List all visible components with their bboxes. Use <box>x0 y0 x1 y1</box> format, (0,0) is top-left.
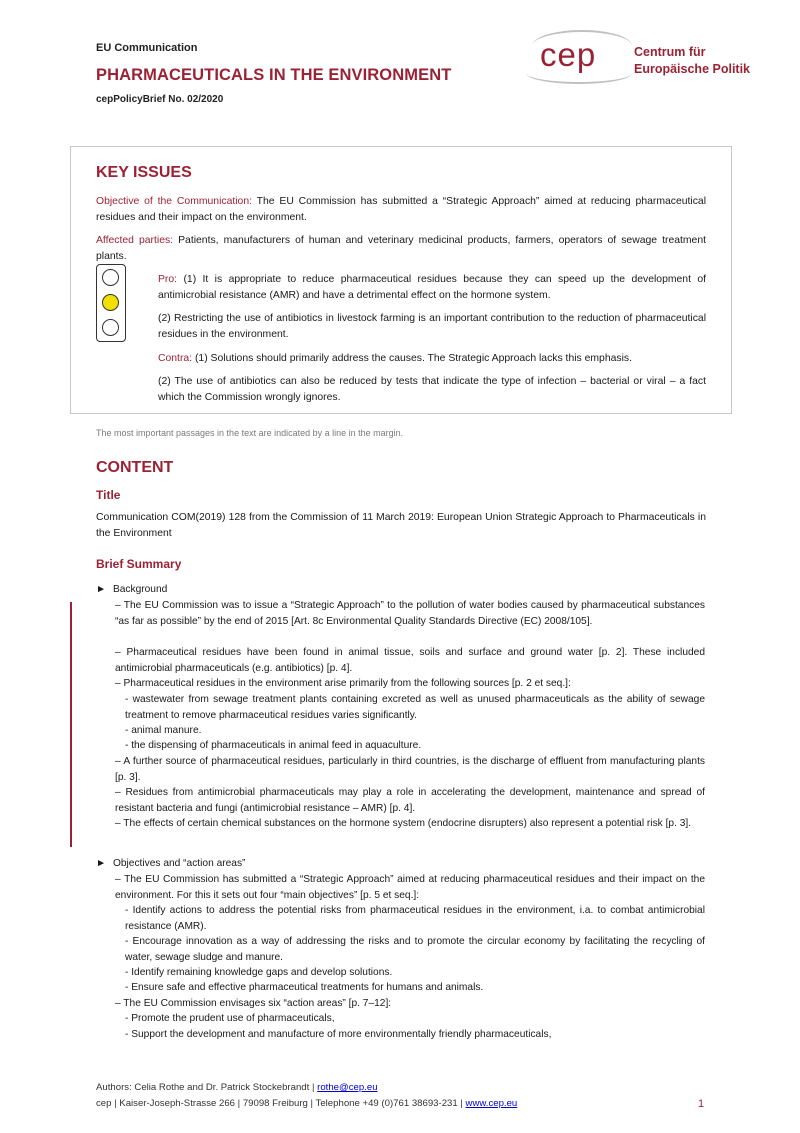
pro-2-paragraph: (2) Restricting the use of antibiotics in livestock farming is an important contribution to the reduction of pharmaceutical residues in the environment. <box>158 313 706 340</box>
pro-1-text: (1) It is appropriate to reduce pharmaceutical residues because they can speed up the development of antimicrobial resistance (AMR) and have a detrimental effect on the hormone system. <box>158 274 707 301</box>
objectives-label: Objectives and “action areas” <box>112 858 246 869</box>
list-item: – Pharmaceutical residues in the environment arise primarily from the following sources [p. 2 et seq.]: <box>115 678 571 689</box>
list-item: - the dispensing of pharmaceuticals in animal feed in aquaculture. <box>125 740 422 751</box>
list-item: - wastewater from sewage treatment plants containing excreted as well as unused pharmaceuticals as the ability of sewage treatment to remove pharmaceutical residues varies significantly. <box>125 694 705 721</box>
triangle-bullet-icon: ► <box>96 584 107 595</box>
author-email-link[interactable]: rothe@cep.eu <box>317 1082 378 1093</box>
affected-label: Affected parties: <box>96 235 174 246</box>
website-link[interactable]: www.cep.eu <box>465 1098 518 1109</box>
traffic-light-lamp-bottom <box>102 319 119 336</box>
list-item: - Encourage innovation as a way of addressing the risks and to promote the circular economy by facilitating the recycling of water, sewage sludge and manure. <box>125 936 705 963</box>
key-issues-heading: KEY ISSUES <box>96 164 192 181</box>
triangle-bullet-icon: ► <box>96 858 107 869</box>
list-item: - Ensure safe and effective pharmaceutical treatments for humans and animals. <box>125 982 484 993</box>
list-item: – Residues from antimicrobial pharmaceuticals may play a role in accelerating the development, maintenance and spread of resistant bacteria and fungi (antimicrobial resistance – AMR) [p. 4]. <box>115 787 705 814</box>
logo-name <box>634 44 750 78</box>
list-item: – The effects of certain chemical substances on the hormone system (endocrine disrupters) also represent a potential risk [p. 3]. <box>115 818 692 829</box>
list-item: – The EU Commission was to issue a “Strategic Approach” to the pollution of water bodies caused by pharmaceutical substances “as far as possible” by the end of 2015 [Art. 8c Environmental Quality Standards Directive (EC) 2008/105]. <box>115 600 705 627</box>
pro-label: Pro: <box>158 274 178 285</box>
logo-name-line1: Centrum für <box>634 45 706 59</box>
list-item: - Promote the prudent use of pharmaceuticals, <box>125 1013 335 1024</box>
footer-authors <box>96 1082 378 1093</box>
document-title: PHARMACEUTICALS IN THE ENVIRONMENT <box>96 66 452 84</box>
footer-address <box>96 1098 517 1109</box>
objective-label: Objective of the Communication: <box>96 196 252 207</box>
list-item: – Pharmaceutical residues have been found in animal tissue, soils and surface and ground water [p. 2]. These included antimicrobial pharmaceuticals (e.g. antibiotics) [p. 4]. <box>115 647 705 674</box>
contra-label: Contra: <box>158 353 193 364</box>
contra-2-paragraph: (2) The use of antibiotics can also be reduced by tests that indicate the type of infection – bacterial or viral – a fact which the Commission wrongly ignores. <box>158 376 706 403</box>
affected-text: Patients, manufacturers of human and veterinary medicinal products, farmers, operators of sewage treatment plants. <box>96 235 706 262</box>
authors-text: Authors: Celia Rothe and Dr. Patrick Stockebrandt | <box>96 1082 318 1093</box>
affected-paragraph <box>96 233 706 264</box>
traffic-light-icon <box>96 264 126 342</box>
background-label: Background <box>112 584 168 595</box>
document-supertitle: EU Communication <box>96 42 198 54</box>
contra-1-paragraph <box>158 351 706 367</box>
pro-1-paragraph <box>158 272 706 303</box>
list-item: - Support the development and manufacture of more environmentally friendly pharmaceuticals, <box>125 1029 552 1040</box>
contra-1-text: (1) Solutions should primarily address the causes. The Strategic Approach lacks this emphasis. <box>194 353 632 364</box>
cep-logo <box>524 28 764 84</box>
title-text: Communication COM(2019) 128 from the Commission of 11 March 2019: European Union Strategic Approach to Pharmaceuticals in the Environment <box>96 512 706 539</box>
margin-note: The most important passages in the text are indicated by a line in the margin. <box>96 428 404 438</box>
list-item: - animal manure. <box>125 725 202 736</box>
content-heading: CONTENT <box>96 459 174 476</box>
list-item: - Identify actions to address the potential risks from pharmaceutical residues in the environment, i.a. to combat antimicrobial resistance (AMR). <box>125 905 705 932</box>
address-text: cep | Kaiser-Joseph-Strasse 266 | 79098 Freiburg | Telephone +49 (0)761 38693-231 | <box>96 1098 466 1109</box>
brief-number: cepPolicyBrief No. 02/2020 <box>96 94 224 105</box>
page-number: 1 <box>698 1098 705 1110</box>
list-item: - Identify remaining knowledge gaps and develop solutions. <box>125 967 393 978</box>
objectives-bullet <box>96 856 245 872</box>
logo-name-line2: Europäische Politik <box>634 62 751 76</box>
list-item: – A further source of pharmaceutical residues, particularly in third countries, is the discharge of effluent from manufacturing plants [p. 3]. <box>115 756 705 783</box>
objective-text: The EU Commission has submitted a “Strategic Approach” aimed at reducing pharmaceutical residues and their impact on the environment. <box>96 196 706 223</box>
objective-paragraph <box>96 194 706 225</box>
traffic-light-lamp-top <box>102 269 119 286</box>
summary-heading: Brief Summary <box>96 557 182 571</box>
list-item: – The EU Commission envisages six “action areas” [p. 7–12]: <box>115 998 392 1009</box>
logo-mark: cep <box>540 36 597 73</box>
margin-importance-line <box>70 602 72 847</box>
list-item: – The EU Commission has submitted a “Strategic Approach” aimed at reducing pharmaceutical residues and their impact on the environment. For this it sets out four “main objectives” [p. 5 et seq.]: <box>115 874 705 901</box>
title-heading: Title <box>96 488 121 502</box>
background-bullet <box>96 582 167 598</box>
traffic-light-lamp-middle <box>102 294 119 311</box>
